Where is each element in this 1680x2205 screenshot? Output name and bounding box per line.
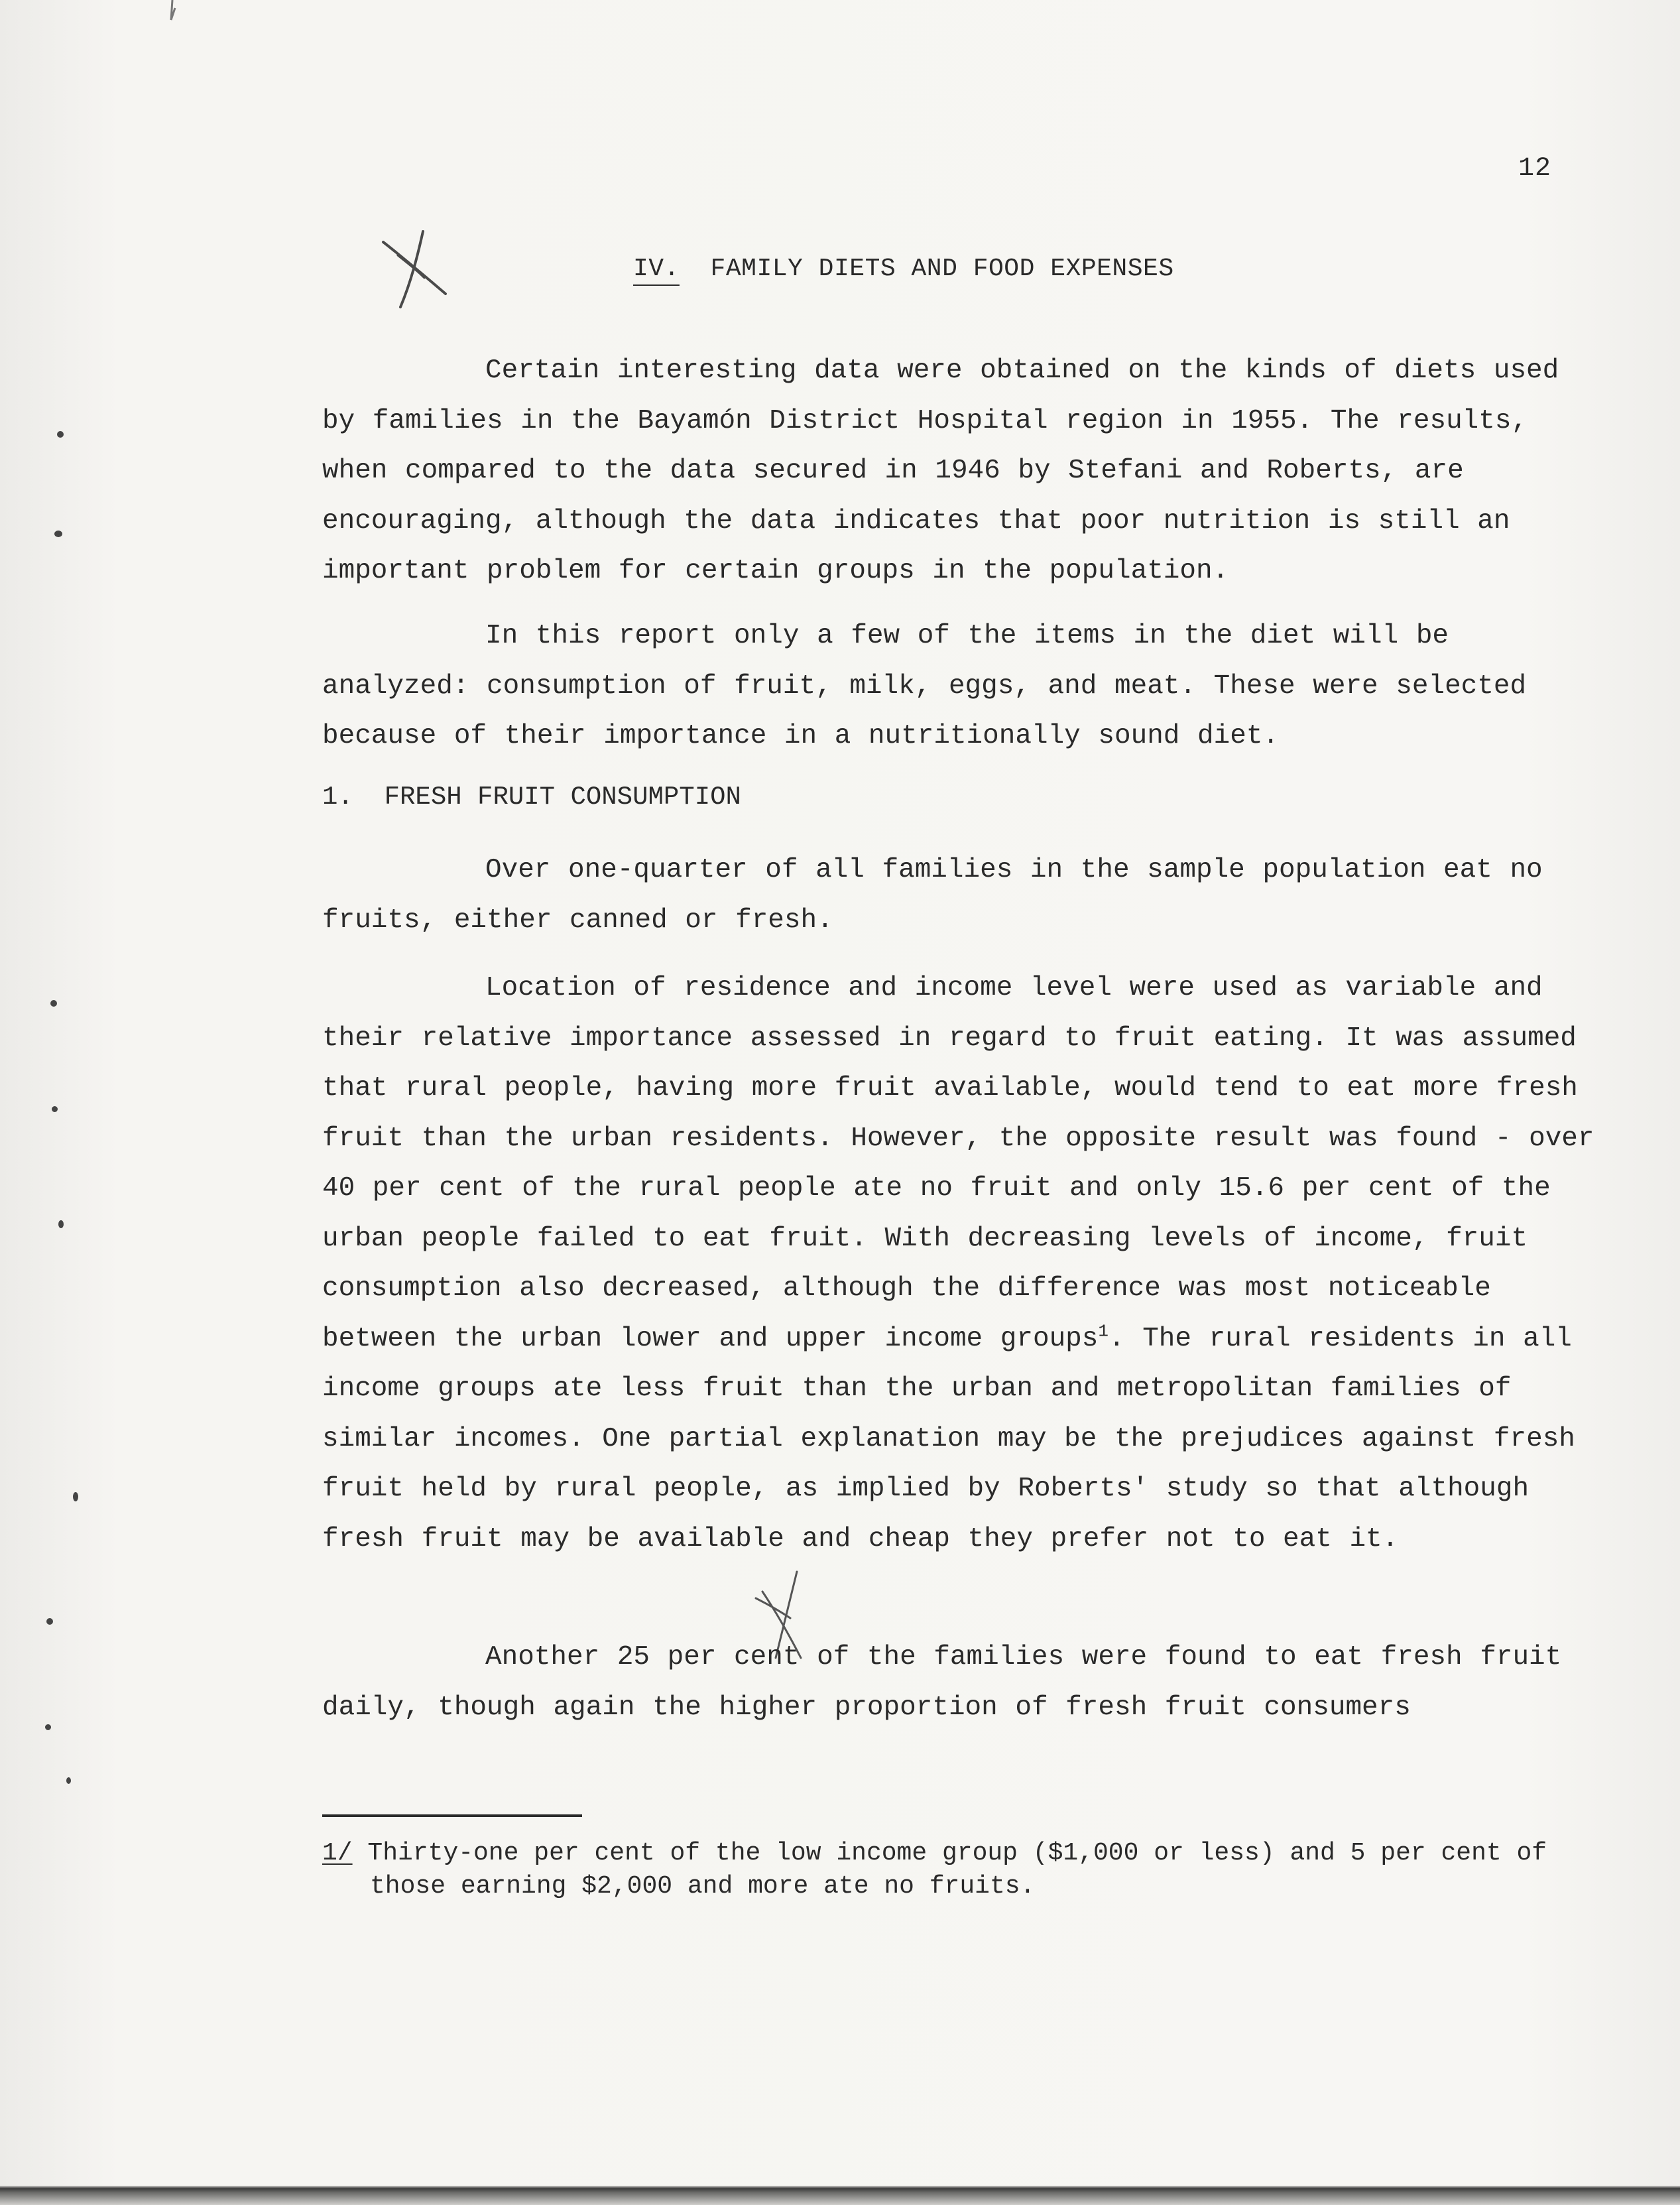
footnote-reference: 1 bbox=[1098, 1320, 1109, 1341]
page-bottom-edge bbox=[0, 2186, 1680, 2205]
footnote-text: Thirty-one per cent of the low income group ($1,000 or less) and 5 per cent of those earning $2,000 and more ate no fruits. bbox=[367, 1839, 1547, 1901]
margin-speck bbox=[45, 1724, 51, 1730]
paragraph-diet-data: Certain interesting data were obtained on the kinds of diets used by families in the Bayamón District Hospital region in 1955. The results, when compared to the data secured in 1946 by Stefani and Roberts, are encouraging, although the data indicates that poor nutrition is still an important problem for certain groups in the population. bbox=[322, 355, 1559, 586]
page-number: 12 bbox=[1518, 154, 1552, 184]
paragraph-text-part-2: . The rural residents in all income groups ate less fruit than the urban and metropolitan families of similar incomes. One partial explanation may be the prejudices against fresh fruit held by rural people, as implied by Roberts' study so that although fresh fruit may be available and cheap they prefer not to eat it. bbox=[322, 1323, 1575, 1554]
section-heading bbox=[633, 255, 1174, 283]
footnote bbox=[322, 1837, 1550, 1903]
margin-speck bbox=[54, 531, 62, 537]
heading-roman-numeral: IV. bbox=[633, 255, 680, 283]
margin-speck bbox=[46, 1618, 53, 1625]
subsection-number: 1. bbox=[322, 783, 353, 812]
footnote-marker: 1/ bbox=[322, 1839, 353, 1867]
footnote-divider bbox=[322, 1814, 582, 1817]
margin-speck bbox=[73, 1492, 78, 1501]
margin-speck bbox=[52, 1106, 58, 1112]
margin-speck bbox=[50, 1000, 57, 1007]
paragraph-no-fruit: Over one-quarter of all families in the sample population eat no fruits, either canned or fresh. bbox=[322, 855, 1543, 936]
paragraph-daily-fruit: Another 25 per cent of the families were found to eat fresh fruit daily, though again the higher proportion of fresh fruit consumers bbox=[322, 1642, 1562, 1723]
subsection-title: FRESH FRUIT CONSUMPTION bbox=[384, 783, 741, 812]
margin-speck bbox=[66, 1777, 71, 1784]
margin-speck bbox=[57, 431, 64, 438]
heading-x-mark-icon bbox=[371, 222, 457, 315]
paragraph-items-analyzed: In this report only a few of the items in the diet will be analyzed: consumption of fruit, milk, eggs, and meat. These were selected because of their importance in a nutritionally sound diet. bbox=[322, 621, 1527, 751]
heading-title: FAMILY DIETS AND FOOD EXPENSES bbox=[710, 255, 1174, 283]
corner-pencil-mark-icon bbox=[159, 0, 186, 53]
paragraph-location-income bbox=[322, 964, 1595, 1564]
margin-speck bbox=[58, 1220, 64, 1228]
paragraph-text-part-1: Location of residence and income level were used as variable and their relative importance assessed in regard to fruit eating. It was assumed that rural people, having more fruit available, would tend to eat more fresh fruit than the urban residents. However, the opposite result was found - over 40 per cent of the rural people ate no fruit and only 15.6 per cent of the urban people failed to eat fruit. With decreasing levels of income, fruit consumption also decreased, although the difference was most noticeable between the urban lower and upper income groups bbox=[322, 973, 1594, 1354]
subsection-heading bbox=[322, 783, 741, 812]
